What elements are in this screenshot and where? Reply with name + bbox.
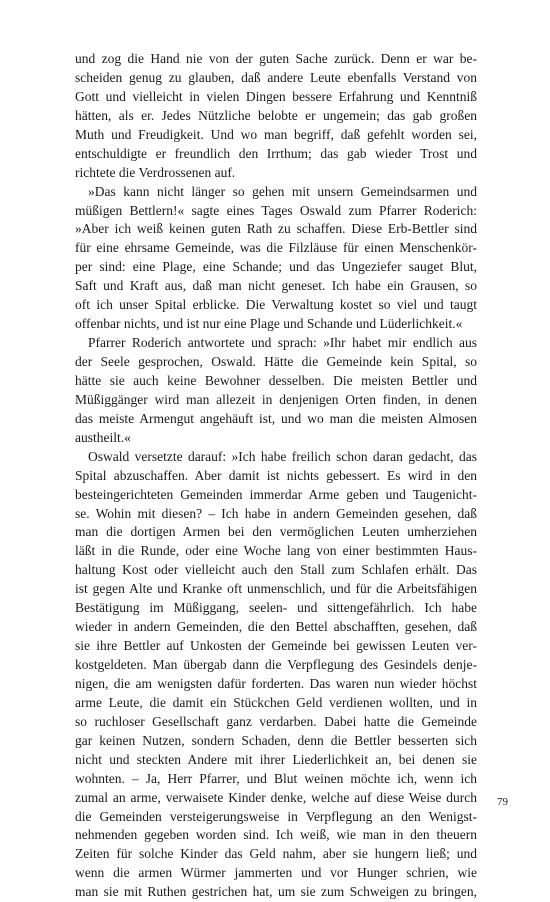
text-line: Oswald versetzte darauf: »Ich habe freilich schon daran gedacht, das xyxy=(88,448,477,464)
text-line: zumal an arme, verwaisete Kinder denke, welche auf diese Weise durch xyxy=(75,789,477,805)
text-line: »Aber ich weiß keinen guten Rath zu schaffen. Diese Erb-Bettler sind xyxy=(75,221,477,237)
text-line: und zog die Hand nie von der guten Sache zurück. Denn er war be- xyxy=(75,51,477,66)
page-number: 79 xyxy=(497,796,508,808)
text-line: läßt in die Runde, oder eine Woche lang von einer bestimmten Haus- xyxy=(75,543,477,559)
text-line: richtete die Verdrossenen auf. xyxy=(75,164,236,180)
text-line: nigen, die am wenigsten dafür forderten. Das waren nun wieder höchst xyxy=(75,675,477,691)
text-line: haltung Kost oder vielleicht auch den Stall zum Schlafen erhält. Das xyxy=(75,562,477,578)
text-line: wenn die armen Würmer jammerten und vor Hunger schrien, wie xyxy=(75,865,477,881)
text-line: der Seele gesprochen, Oswald. Hätte die Gemeinde kein Spital, so xyxy=(75,354,477,369)
text-line: Muth und Freudigkeit. Und wo man begriff, daß gefehlt worden sei, xyxy=(75,126,477,142)
text-line: Müßiggänger wird man allezeit in denjenigen Orten finden, in denen xyxy=(75,391,477,407)
text-line: per sind: eine Plage, eine Schande; und das Ungeziefer sauget Blut, xyxy=(75,259,477,275)
text-line: so ruchloser Gesellschaft ganz verdarben. Dabei hatte die Gemeinde xyxy=(75,713,477,729)
text-line: Bestätigung im Müßiggang, seelen- und sittengefährlich. Ich habe xyxy=(75,600,477,616)
text-line: austheilt.« xyxy=(75,429,131,445)
text-line: ist gegen Alte und Kranke oft unmenschlich, und für die Arbeitsfähigen xyxy=(75,581,477,597)
text-line: man die dortigen Armen bei den vermöglichen Leuten umherziehen xyxy=(75,524,477,540)
text-line: man sie mit Ruthen gestrichen hat, um sie zum Schweigen zu bringen, xyxy=(75,884,477,900)
text-line: das meiste Armengut angehäuft ist, und wo man die meisten Almosen xyxy=(75,410,477,426)
text-line: kostgeldeten. Man übergab dann die Verpflegung des Gesindels denje- xyxy=(75,657,477,672)
text-line: Pfarrer Roderich antwortete und sprach: »Ihr habet mir endlich aus xyxy=(88,335,477,351)
text-line: se. Wohin mit diesen? – Ich habe in andern Gemeinden gesehen, daß xyxy=(75,505,477,521)
text-line: die Gemeinden versteigerungsweise in Verpflegung an den Wenigst- xyxy=(75,808,477,824)
text-line: müßigen Bettlern!« sagte eines Tages Oswald zum Pfarrer Roderich: xyxy=(75,202,477,218)
text-line: offenbar nichts, und ist nur eine Plage und Schande und Lüderlichkeit.« xyxy=(75,316,463,332)
text-line: sie ihre Bettler auf Unkosten der Gemeinde bei gewissen Leuten ver- xyxy=(75,638,477,654)
text-line: Zeiten für solche Kinder das Geld nahm, aber sie hungern ließ; und xyxy=(75,846,477,862)
text-line: gar keinen Nutzen, sondern Schaden, denn die Bettler besserten sich xyxy=(75,732,477,748)
text-line: wohnten. – Ja, Herr Pfarrer, und Blut weinen möchte ich, wenn ich xyxy=(75,770,477,786)
text-line: arme Leute, die damit ein Stückchen Geld verdienen wollten, und in xyxy=(75,694,477,710)
text-line: Spital abzuschaffen. Aber damit ist nichts gebessert. Es wird in den xyxy=(75,467,477,483)
text-line: hätten, als er. Jedes Nützliche belobte er ungemein; das gab großen xyxy=(75,107,477,123)
body-text xyxy=(75,50,477,902)
text-line: »Das kann nicht länger so gehen mit unsern Gemeindsarmen und xyxy=(88,183,477,199)
text-line: entschuldigte er freundlich den Irrthum; das gab wieder Trost und xyxy=(75,145,477,161)
text-line: scheiden genug zu glauben, daß andere Leute ebenfalls Verstand von xyxy=(75,69,477,85)
text-line: nicht und steckten Andere mit ihrer Liederlichkeit an, bei denen sie xyxy=(75,751,477,767)
text-line: besteingerichteten Gemeinden immerdar Arme geben und Taugenicht- xyxy=(75,486,477,502)
text-line: hätte sie auch keine Bewohner desselben. Die meisten Bettler und xyxy=(75,372,477,388)
text-line: Gott und vielleicht in vielen Dingen bessere Erfahrung und Kenntniß xyxy=(75,88,477,104)
text-line: für eine ehrsame Gemeinde, was die Filzläuse für einen Menschenkör- xyxy=(75,240,477,256)
text-line: wieder in andern Gemeinden, die den Bettel abschafften, gesehen, daß xyxy=(75,619,477,635)
text-line: Saft und Kraft aus, daß man nicht geneset. Ich habe ein Grausen, so xyxy=(75,278,477,294)
text-line: oft ich unser Spital erblicke. Die Verwaltung kostet so viel und taugt xyxy=(75,297,477,313)
text-line: nehmenden gegeben worden sind. Ich weiß, wie man in den theuern xyxy=(75,827,477,843)
